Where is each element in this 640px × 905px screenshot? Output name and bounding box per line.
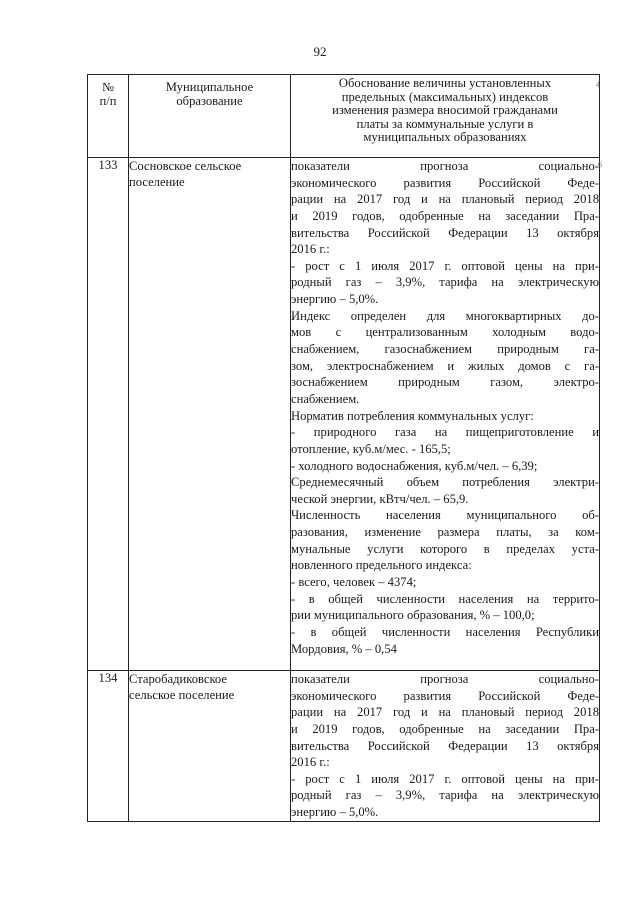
table-row	[88, 158, 600, 671]
margin-mark: 6	[598, 160, 602, 169]
justification-line: 2016 г.:	[291, 242, 330, 257]
text-line: Обоснование величины установленных	[338, 76, 552, 90]
text-line: муниципальных образованиях	[363, 130, 527, 144]
justification-line: показатели прогноза социально-	[291, 159, 599, 173]
text-line: предельных (максимальных) индексов	[341, 89, 549, 104]
header-justification	[291, 75, 600, 158]
text-line: п/п	[99, 93, 117, 108]
justification-line: отопление, куб.м/мес. - 165,5;	[291, 441, 451, 456]
justification-line: и 2019 годов, одобренные на заседании Пра-	[291, 721, 599, 736]
justification-line: экономического развития Российской Феде-	[291, 175, 599, 190]
justification-line: Среднемесячный объем потребления электри-	[291, 475, 599, 490]
header-municipality	[129, 75, 291, 158]
text-line: образование	[176, 93, 243, 108]
text-line: Старобадиковское	[129, 672, 227, 686]
justification-line: 2016 г.:	[291, 755, 330, 770]
justification-line: - рост с 1 июля 2017 г. оптовой цены на при-	[291, 258, 599, 273]
justification-line: зоснабжением природным газом, электро-	[291, 375, 599, 390]
justification-line: родный газ – 3,9%, тарифа на электрическую	[291, 275, 599, 290]
justification-line: показатели прогноза социально-	[291, 672, 599, 686]
text-line: Муниципальное	[165, 80, 254, 94]
justification-line: мов с централизованным холодным водо-	[291, 325, 599, 340]
municipality-name	[129, 671, 291, 822]
text-line: №	[101, 80, 115, 94]
justification-line: экономического развития Российской Феде-	[291, 688, 599, 703]
justification-line: - в общей численности населения на террито-	[291, 591, 599, 606]
justification-line: ческой энергии, кВтч/чел. – 65,9.	[291, 491, 469, 506]
justification-line: Индекс определен для многоквартирных до-	[291, 308, 599, 323]
justification-line: мунальные услуги которого в пределах уста-	[291, 541, 599, 556]
justification-line: родный газ – 3,9%, тарифа на электрическую	[291, 788, 599, 803]
justification-line: - всего, человек – 4374;	[291, 575, 417, 590]
page-number: 92	[313, 44, 327, 59]
justification-line: рии муниципального образования, % – 100,0;	[291, 608, 535, 623]
row-number: 134	[88, 671, 129, 822]
justification-line: снабжением, газоснабжением природным га-	[291, 342, 599, 357]
justification-line: энергию – 5,0%.	[291, 292, 379, 307]
justification-line: Мордовия, % – 0,54	[291, 641, 397, 656]
justification-line: разования, изменение размера платы, за ком-	[291, 525, 599, 540]
justification-line: - природного газа на пищеприготовление и	[291, 425, 599, 440]
justification-line: зом, электроснабжением и жилых домов с га-	[291, 358, 599, 373]
justification-line: снабжением.	[291, 391, 360, 406]
justification-line: Норматив потребления коммунальных услуг:	[291, 408, 534, 423]
text-line: сельское поселение	[129, 688, 235, 702]
justification-line: рации на 2017 год и на плановый период 2018	[291, 705, 599, 720]
justification-text	[291, 671, 600, 822]
text-line: платы за коммунальные услуги в	[356, 116, 534, 131]
table-row	[88, 671, 600, 822]
justification-line: вительства Российской Федерации 13 октября	[291, 738, 599, 753]
justification-line: - холодного водоснабжения, куб.м/чел. – 6,39;	[291, 458, 538, 473]
municipality-name	[129, 158, 291, 671]
justification-line: и 2019 годов, одобренные на заседании Пра-	[291, 208, 599, 223]
justification-line: - рост с 1 июля 2017 г. оптовой цены на при-	[291, 771, 599, 786]
justification-line: вительства Российской Федерации 13 октября	[291, 225, 599, 240]
justification-line: - в общей численности населения Республики	[291, 624, 599, 639]
text-line: изменения размера вносимой гражданами	[332, 103, 558, 117]
margin-mark: 4	[596, 80, 600, 89]
justification-line: Численность населения муниципального об-	[291, 508, 599, 523]
justification-line: рации на 2017 год и на плановый период 2018	[291, 192, 599, 207]
row-number: 133	[88, 158, 129, 671]
text-line: поселение	[129, 175, 185, 189]
justification-text	[291, 158, 600, 671]
text-line: Сосновское сельское	[129, 159, 242, 173]
municipal-index-table	[87, 74, 600, 822]
justification-line: энергию – 5,0%.	[291, 805, 379, 820]
justification-line: новленного предельного индекса:	[291, 558, 472, 573]
header-row-number	[88, 75, 129, 158]
table-header-row	[88, 75, 600, 158]
